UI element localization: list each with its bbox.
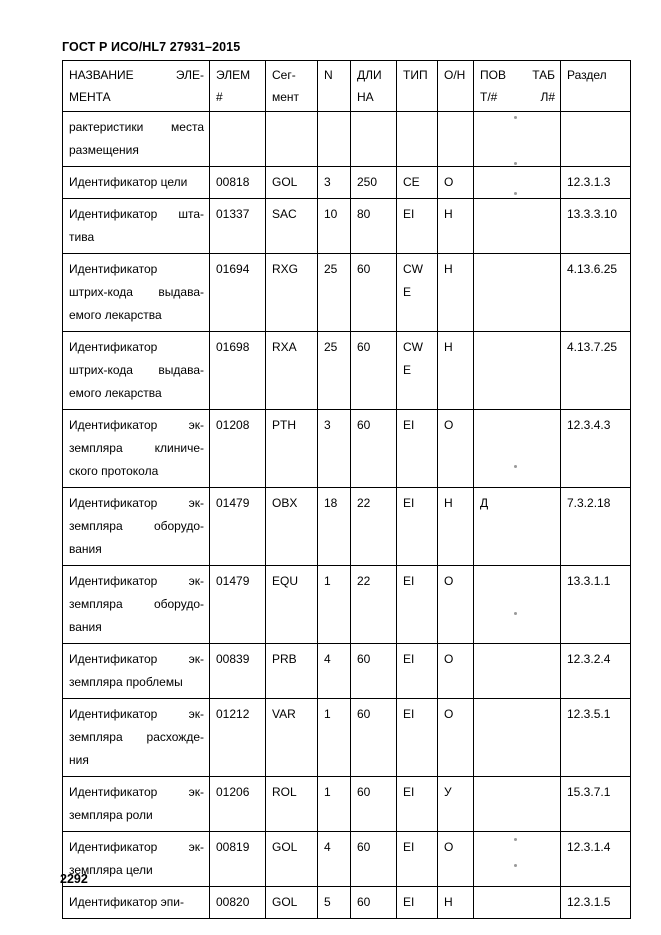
cell-section: 12.3.1.5: [561, 887, 631, 919]
document-title: ГОСТ Р ИСО/HL7 27931–2015: [62, 40, 241, 54]
cell-segment: PTH: [266, 410, 318, 488]
element-name-line: Идентификатор эк-: [69, 574, 204, 588]
cell-rep: [474, 112, 561, 167]
table-row: [63, 699, 631, 777]
cell-rep: [474, 699, 561, 777]
cell-segment: SAC: [266, 199, 318, 254]
scan-speck: [514, 864, 517, 867]
cell-n: 10: [318, 199, 351, 254]
cell-rep: [474, 566, 561, 644]
header-n: N: [318, 61, 351, 112]
header-segment: [266, 61, 318, 112]
cell-type: CW E: [397, 332, 438, 410]
cell-elem: 00818: [210, 167, 266, 199]
cell-on: О: [438, 644, 474, 699]
cell-n: 3: [318, 167, 351, 199]
cell-length: 60: [351, 777, 397, 832]
cell-segment: [266, 112, 318, 167]
cell-type: CW E: [397, 254, 438, 332]
cell-element-name: [63, 167, 210, 199]
table-row: [63, 777, 631, 832]
cell-n: 3: [318, 410, 351, 488]
header-elem: [210, 61, 266, 112]
cell-section: 4.13.7.25: [561, 332, 631, 410]
element-name-line: Идентификатор эпи-: [69, 895, 184, 909]
cell-elem: [210, 112, 266, 167]
cell-rep: [474, 777, 561, 832]
cell-rep: [474, 832, 561, 887]
cell-length: 60: [351, 410, 397, 488]
cell-elem: 00819: [210, 832, 266, 887]
cell-length: 22: [351, 566, 397, 644]
cell-on: О: [438, 566, 474, 644]
cell-n: [318, 112, 351, 167]
scan-speck: [514, 612, 517, 615]
cell-type: CE: [397, 167, 438, 199]
cell-rep: [474, 167, 561, 199]
header-rep-tab-bottom: [480, 86, 555, 108]
cell-on: О: [438, 167, 474, 199]
cell-elem: 01479: [210, 566, 266, 644]
element-name-line: Идентификатор цели: [69, 175, 188, 189]
header-elem-line: #: [216, 90, 223, 104]
cell-on: [438, 112, 474, 167]
header-name-line: МЕНТА: [69, 90, 111, 104]
header-tab-line: Л#: [540, 90, 555, 104]
scan-speck: [514, 192, 517, 195]
cell-elem: 00839: [210, 644, 266, 699]
header-rep-line: Т/#: [480, 90, 498, 104]
cell-section: [561, 112, 631, 167]
cell-rep: Д: [474, 488, 561, 566]
cell-elem: 01212: [210, 699, 266, 777]
element-name-line: Идентификатор: [69, 262, 158, 276]
cell-segment: ROL: [266, 777, 318, 832]
cell-section: 4.13.6.25: [561, 254, 631, 332]
cell-elem: 00820: [210, 887, 266, 919]
cell-length: 60: [351, 887, 397, 919]
header-rep-tab-top: [480, 64, 555, 86]
cell-section: 13.3.3.10: [561, 199, 631, 254]
page-number: 2292: [60, 872, 88, 886]
cell-on: О: [438, 699, 474, 777]
element-name-line: вания: [69, 620, 102, 634]
cell-segment: EQU: [266, 566, 318, 644]
cell-element-name: [63, 410, 210, 488]
cell-length: 250: [351, 167, 397, 199]
table-row: [63, 566, 631, 644]
cell-section: 12.3.1.3: [561, 167, 631, 199]
element-name-line: емого лекарства: [69, 308, 162, 322]
element-name-line: Идентификатор шта-: [69, 207, 204, 221]
table-row: [63, 644, 631, 699]
cell-element-name: [63, 887, 210, 919]
cell-segment: RXG: [266, 254, 318, 332]
header-length-line: НА: [357, 90, 374, 104]
table-row: [63, 832, 631, 887]
cell-element-name: [63, 112, 210, 167]
cell-on: Н: [438, 488, 474, 566]
element-name-line: Идентификатор эк-: [69, 840, 204, 854]
cell-section: 12.3.5.1: [561, 699, 631, 777]
element-name-line: ния: [69, 753, 89, 767]
element-name-line: рактеристики места: [69, 120, 204, 134]
element-name-line: Идентификатор эк-: [69, 496, 204, 510]
cell-type: EI: [397, 699, 438, 777]
cell-section: 12.3.1.4: [561, 832, 631, 887]
cell-type: EI: [397, 887, 438, 919]
table-row: [63, 488, 631, 566]
cell-elem: 01694: [210, 254, 266, 332]
table-row: [63, 410, 631, 488]
cell-segment: GOL: [266, 832, 318, 887]
header-rep-tab: [474, 61, 561, 112]
cell-element-name: [63, 566, 210, 644]
element-name-line: земпляра оборудо-: [69, 519, 204, 533]
cell-elem: 01337: [210, 199, 266, 254]
table-row: [63, 167, 631, 199]
scan-speck: [514, 465, 517, 468]
cell-section: 7.3.2.18: [561, 488, 631, 566]
cell-rep: [474, 410, 561, 488]
cell-n: 4: [318, 644, 351, 699]
element-name-line: вания: [69, 542, 102, 556]
cell-section: 12.3.2.4: [561, 644, 631, 699]
element-name-line: тива: [69, 230, 95, 244]
cell-segment: GOL: [266, 167, 318, 199]
cell-element-name: [63, 332, 210, 410]
scan-speck: [514, 838, 517, 841]
scan-speck: [514, 116, 517, 119]
element-table: [62, 60, 631, 919]
header-length-line: ДЛИ: [357, 68, 382, 82]
cell-segment: GOL: [266, 887, 318, 919]
cell-rep: [474, 887, 561, 919]
cell-section: 15.3.7.1: [561, 777, 631, 832]
element-name-line: земпляра клиниче-: [69, 441, 204, 455]
element-name-line: емого лекарства: [69, 386, 162, 400]
cell-length: 60: [351, 332, 397, 410]
cell-rep: [474, 644, 561, 699]
cell-length: 60: [351, 644, 397, 699]
cell-n: 5: [318, 887, 351, 919]
header-elem-line: ЭЛЕМ: [216, 68, 251, 82]
scan-speck: [514, 162, 517, 165]
header-on: О/Н: [438, 61, 474, 112]
cell-rep: [474, 254, 561, 332]
cell-length: [351, 112, 397, 167]
element-name-line: земпляра роли: [69, 808, 153, 822]
cell-type: EI: [397, 199, 438, 254]
cell-on: О: [438, 832, 474, 887]
cell-rep: [474, 332, 561, 410]
element-name-line: земпляра проблемы: [69, 675, 183, 689]
cell-elem: 01479: [210, 488, 266, 566]
cell-type: EI: [397, 644, 438, 699]
cell-n: 25: [318, 332, 351, 410]
cell-elem: 01208: [210, 410, 266, 488]
element-name-line: Идентификатор: [69, 340, 158, 354]
table-row: [63, 112, 631, 167]
cell-segment: VAR: [266, 699, 318, 777]
cell-on: Н: [438, 199, 474, 254]
cell-segment: PRB: [266, 644, 318, 699]
header-tab-line: ТАБ: [532, 68, 555, 82]
cell-element-name: [63, 254, 210, 332]
table-row: [63, 332, 631, 410]
table-body: [63, 112, 631, 919]
cell-rep: [474, 199, 561, 254]
element-name-line: земпляра оборудо-: [69, 597, 204, 611]
cell-length: 22: [351, 488, 397, 566]
cell-n: 18: [318, 488, 351, 566]
cell-element-name: [63, 644, 210, 699]
element-name-line: штрих-кода выдава-: [69, 285, 204, 299]
table-row: [63, 887, 631, 919]
cell-on: У: [438, 777, 474, 832]
header-section: Раздел: [561, 61, 631, 112]
element-name-line: земпляра цели: [69, 863, 153, 877]
element-name-line: Идентификатор эк-: [69, 652, 204, 666]
cell-n: 4: [318, 832, 351, 887]
cell-type: EI: [397, 777, 438, 832]
cell-on: Н: [438, 254, 474, 332]
header-name: [63, 61, 210, 112]
table-row: [63, 199, 631, 254]
element-name-line: Идентификатор эк-: [69, 707, 204, 721]
header-rep-line: ПОВ: [480, 68, 506, 82]
cell-n: 25: [318, 254, 351, 332]
cell-section: 13.3.1.1: [561, 566, 631, 644]
cell-n: 1: [318, 699, 351, 777]
cell-segment: OBX: [266, 488, 318, 566]
cell-type: EI: [397, 566, 438, 644]
cell-type: EI: [397, 832, 438, 887]
cell-on: Н: [438, 332, 474, 410]
cell-type: EI: [397, 410, 438, 488]
cell-segment: RXA: [266, 332, 318, 410]
header-length: [351, 61, 397, 112]
cell-on: О: [438, 410, 474, 488]
cell-type: EI: [397, 488, 438, 566]
cell-element-name: [63, 699, 210, 777]
element-name-line: ского протокола: [69, 464, 159, 478]
header-type: ТИП: [397, 61, 438, 112]
cell-length: 60: [351, 699, 397, 777]
cell-section: 12.3.4.3: [561, 410, 631, 488]
header-segment-line: Сег-: [272, 68, 296, 82]
table-row: [63, 254, 631, 332]
cell-element-name: [63, 488, 210, 566]
element-name-line: штрих-кода выдава-: [69, 363, 204, 377]
cell-on: Н: [438, 887, 474, 919]
cell-length: 80: [351, 199, 397, 254]
element-name-line: размещения: [69, 143, 139, 157]
element-name-line: Идентификатор эк-: [69, 785, 204, 799]
cell-n: 1: [318, 566, 351, 644]
element-name-line: земпляра расхожде-: [69, 730, 204, 744]
cell-length: 60: [351, 254, 397, 332]
cell-elem: 01698: [210, 332, 266, 410]
header-name-line: НАЗВАНИЕ ЭЛЕ-: [69, 68, 204, 82]
cell-length: 60: [351, 832, 397, 887]
cell-elem: 01206: [210, 777, 266, 832]
cell-element-name: [63, 199, 210, 254]
cell-n: 1: [318, 777, 351, 832]
table-header-row: [63, 61, 631, 112]
cell-element-name: [63, 777, 210, 832]
cell-type: [397, 112, 438, 167]
header-segment-line: мент: [272, 90, 300, 104]
element-name-line: Идентификатор эк-: [69, 418, 204, 432]
